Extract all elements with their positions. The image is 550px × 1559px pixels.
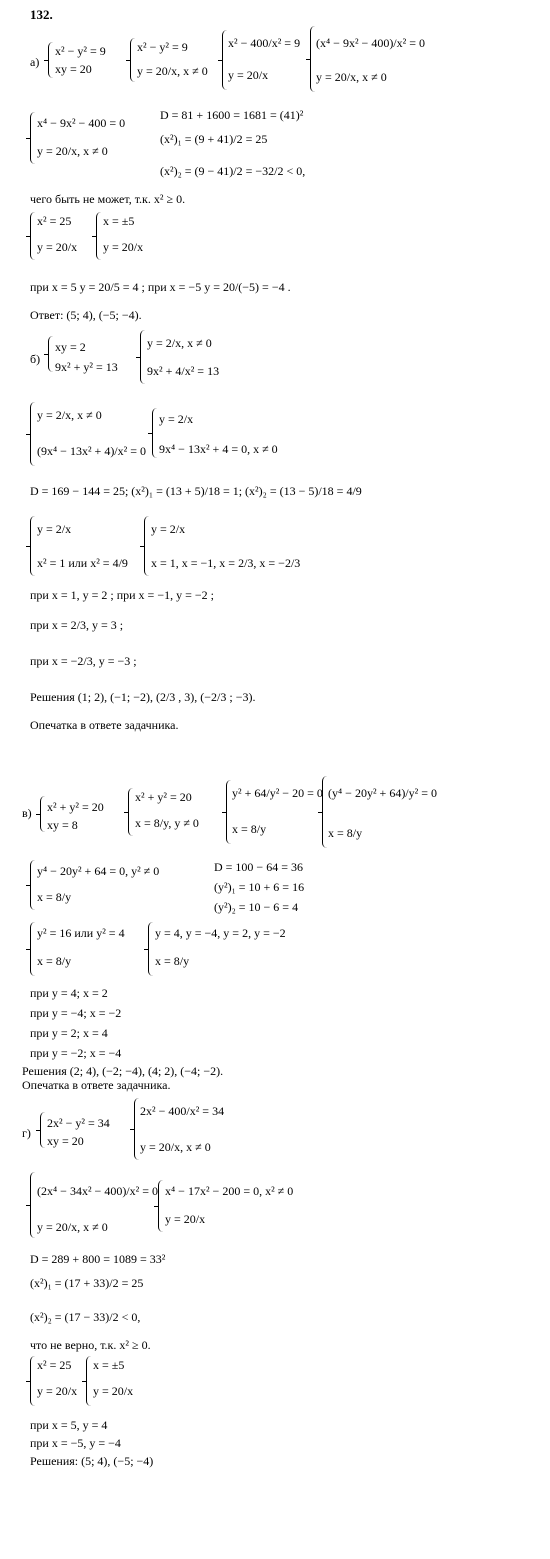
equation: x² − y² = 9	[137, 40, 188, 54]
brace	[322, 776, 327, 848]
equation: y = 20/x	[165, 1212, 206, 1226]
equation: x² + y² = 20	[135, 790, 192, 804]
root: (y²)₂ = 10 − 6 = 4	[214, 900, 299, 914]
brace	[96, 212, 101, 260]
brace	[134, 1098, 139, 1160]
equation: x = 8/y	[155, 954, 190, 968]
brace	[30, 860, 35, 910]
equation: y = 20/x, x ≠ 0	[140, 1140, 211, 1154]
root: (x²)₁ = (17 + 33)/2 = 25	[30, 1276, 144, 1290]
equation: x² − y² = 9	[55, 44, 106, 58]
equation: y = 20/x	[228, 68, 269, 82]
equation: xy = 20	[47, 1134, 84, 1148]
equation: xy = 2	[55, 340, 86, 354]
equation: y = 2/x	[37, 522, 72, 536]
text-line: при y = −4; x = −2	[30, 1006, 122, 1020]
equation: x = 8/y, y ≠ 0	[135, 816, 199, 830]
equation: x = 8/y	[37, 890, 72, 904]
equation: y = 20/x, x ≠ 0	[137, 64, 208, 78]
brace	[48, 336, 53, 372]
brace	[86, 1356, 91, 1406]
brace	[140, 330, 145, 384]
equation: y = 20/x	[103, 240, 144, 254]
equation: (2x⁴ − 34x² − 400)/x² = 0	[37, 1184, 159, 1198]
brace	[130, 38, 135, 82]
equation: x⁴ − 9x² − 400 = 0	[37, 116, 126, 130]
equation: 9x² + 4/x² = 13	[147, 364, 220, 378]
text-line: при x = 5 y = 20/5 = 4 ; при x = −5 y = 20/(−5) = −4 .	[30, 280, 291, 294]
discriminant: D = 100 − 64 = 36	[214, 860, 303, 874]
equation: y² + 64/y² − 20 = 0	[232, 786, 323, 800]
brace	[310, 26, 315, 92]
brace	[40, 1112, 45, 1148]
text-line: при y = −2; x = −4	[30, 1046, 122, 1060]
equation: x = 1, x = −1, x = 2/3, x = −2/3	[151, 556, 301, 570]
equation: y² = 16 или y² = 4	[37, 926, 125, 940]
equation: x² − 400/x² = 9	[228, 36, 301, 50]
brace	[30, 922, 35, 976]
brace	[158, 1180, 163, 1232]
equation: x² = 25	[37, 214, 72, 228]
brace	[30, 112, 35, 164]
brace	[30, 402, 35, 466]
equation: x = ±5	[93, 1358, 125, 1372]
equation: 9x² + y² = 13	[55, 360, 118, 374]
brace	[226, 780, 231, 844]
discriminant: D = 289 + 800 = 1089 = 33²	[30, 1252, 166, 1266]
part-b-label: б)	[30, 352, 41, 366]
equation: y = 2/x	[151, 522, 186, 536]
brace	[30, 1172, 35, 1238]
brace	[30, 516, 35, 576]
text-line: при x = 1, y = 2 ; при x = −1, y = −2 ;	[30, 588, 214, 602]
equation: (x⁴ − 9x² − 400)/x² = 0	[316, 36, 426, 50]
equation: x² = 25	[37, 1358, 72, 1372]
root: (y²)₁ = 10 + 6 = 16	[214, 880, 305, 894]
equation: (y⁴ − 20y² + 64)/y² = 0	[328, 786, 438, 800]
equation: y = 20/x	[37, 240, 78, 254]
brace	[30, 212, 35, 260]
part-a-label: а)	[30, 55, 40, 69]
equation: x² = 1 или x² = 4/9	[37, 556, 128, 570]
equation: y⁴ − 20y² + 64 = 0, y² ≠ 0	[37, 864, 160, 878]
answer: Ответ: (5; 4), (−5; −4).	[30, 308, 142, 322]
equation: x = 8/y	[37, 954, 72, 968]
root: (x²)₂ = (9 − 41)/2 = −32/2 < 0,	[160, 164, 306, 178]
brace	[222, 30, 227, 90]
text-line: при y = 2; x = 4	[30, 1026, 108, 1040]
text-line: при x = 2/3, y = 3 ;	[30, 618, 124, 632]
root: (x²)₁ = (9 + 41)/2 = 25	[160, 132, 268, 146]
part-g-label: г)	[22, 1126, 31, 1140]
text-line: при x = −5, y = −4	[30, 1436, 121, 1450]
text-line: что не верно, т.к. x² ≥ 0.	[30, 1338, 151, 1352]
problem-number: 132.	[30, 7, 53, 22]
solutions: Решения (2; 4), (−2; −4), (4; 2), (−4; −2).	[22, 1064, 224, 1078]
solutions: Решения: (5; 4), (−5; −4)	[30, 1454, 154, 1468]
typo-note: Опечатка в ответе задачника.	[22, 1078, 171, 1092]
solutions: Решения (1; 2), (−1; −2), (2/3 , 3), (−2/3 ; −3).	[30, 690, 256, 704]
equation: y = 2/x	[159, 412, 194, 426]
text-line: при y = 4; x = 2	[30, 986, 108, 1000]
equation: y = 20/x, x ≠ 0	[316, 70, 387, 84]
equation: x⁴ − 17x² − 200 = 0, x² ≠ 0	[165, 1184, 294, 1198]
equation: xy = 8	[47, 818, 78, 832]
brace	[128, 788, 133, 836]
discriminant: D = 169 − 144 = 25; (x²)₁ = (13 + 5)/18 = 1; (x²)₂ = (13 − 5)/18 = 4/9	[30, 484, 362, 498]
equation: y = 20/x, x ≠ 0	[37, 144, 108, 158]
equation: y = 2/x, x ≠ 0	[147, 336, 212, 350]
typo-note: Опечатка в ответе задачника.	[30, 718, 179, 732]
equation: x² + y² = 20	[47, 800, 104, 814]
equation: x = ±5	[103, 214, 135, 228]
equation: y = 4, y = −4, y = 2, y = −2	[155, 926, 286, 940]
part-v-label: в)	[22, 806, 32, 820]
brace	[40, 796, 45, 832]
brace	[144, 516, 149, 576]
equation: x = 8/y	[328, 826, 363, 840]
text-line: чего быть не может, т.к. x² ≥ 0.	[30, 192, 186, 206]
discriminant: D = 81 + 1600 = 1681 = (41)²	[160, 108, 304, 122]
brace	[152, 408, 157, 458]
text-line: при x = 5, y = 4	[30, 1418, 108, 1432]
root: (x²)₂ = (17 − 33)/2 < 0,	[30, 1310, 141, 1324]
equation: y = 2/x, x ≠ 0	[37, 408, 102, 422]
equation: 9x⁴ − 13x² + 4 = 0, x ≠ 0	[159, 442, 278, 456]
equation: y = 20/x, x ≠ 0	[37, 1220, 108, 1234]
equation: y = 20/x	[37, 1384, 78, 1398]
equation: y = 20/x	[93, 1384, 134, 1398]
equation: xy = 20	[55, 62, 92, 76]
brace	[48, 42, 53, 78]
brace	[148, 922, 153, 976]
equation: 2x² − 400/x² = 34	[140, 1104, 225, 1118]
text-line: при x = −2/3, y = −3 ;	[30, 654, 137, 668]
equation: x = 8/y	[232, 822, 267, 836]
brace	[30, 1356, 35, 1406]
equation: (9x⁴ − 13x² + 4)/x² = 0	[37, 444, 147, 458]
equation: 2x² − y² = 34	[47, 1116, 110, 1130]
